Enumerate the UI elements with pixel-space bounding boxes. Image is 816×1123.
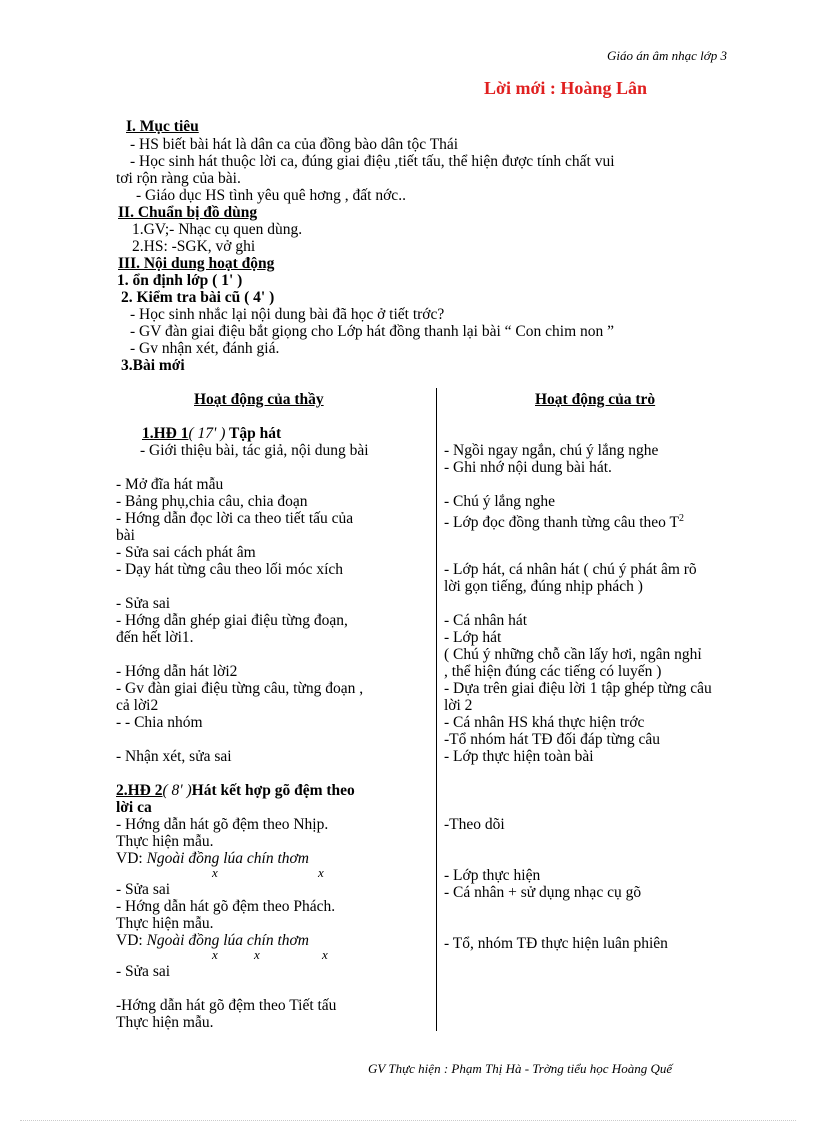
superscript: 2: [678, 513, 684, 524]
teacher-step: - Sửa sai cách phát âm: [116, 544, 256, 561]
student-step: -Theo dõi: [444, 816, 505, 833]
teacher-step: - Gv đàn giai điệu từng câu, từng đoạn ,: [116, 680, 364, 697]
teacher-step: - Hớng dẫn đọc lời ca theo tiết tấu của: [116, 510, 354, 527]
footer-author: GV Thực hiện : Phạm Thị Hà - Trờng tiểu học Hoàng Quế: [368, 1061, 673, 1076]
student-step: - Lớp hát: [444, 629, 502, 646]
objective-line: tơi rộn ràng của bài.: [116, 170, 241, 187]
teacher-step: - Hớng dẫn hát lời2: [116, 663, 238, 680]
student-step: - Ngồi ngay ngắn, chú ý lắng nghe: [444, 442, 659, 459]
document-title: Lời mới : Hoàng Lân: [484, 78, 647, 98]
objective-line: - Giáo dục HS tình yêu quê hơng , đất nớc..: [136, 187, 406, 204]
example-prefix: VD:: [116, 850, 147, 867]
beat-mark: x: [212, 865, 218, 880]
teacher-step: Thực hiện mẫu.: [116, 833, 214, 850]
beat-mark: x: [212, 947, 218, 962]
activity-1-heading: [142, 425, 281, 442]
teacher-step: - Sửa sai: [116, 881, 171, 898]
objective-line: - HS biết bài hát là dân ca của đồng bào dân tộc Thái: [130, 136, 459, 153]
prep-line: 1.GV;- Nhạc cụ quen dùng.: [132, 221, 303, 238]
student-step: - Dựa trên giai điệu lời 1 tập ghép từng câu: [444, 680, 712, 697]
teacher-step: Thực hiện mẫu.: [116, 1014, 214, 1031]
student-column-heading: Hoạt động của trò: [535, 391, 656, 408]
teacher-step: - Hớng dẫn ghép giai điệu từng đoạn,: [116, 612, 348, 629]
step-heading: 3.Bài mới: [121, 357, 185, 374]
student-step: lời gọn tiếng, đúng nhịp phách ): [444, 578, 643, 595]
activity-2-title: Hát kết hợp gõ đệm theo: [191, 782, 355, 799]
activity-1-label: 1.HĐ 1: [142, 425, 189, 442]
page-bottom-border: [20, 1120, 796, 1121]
step-heading: 1. ổn định lớp ( 1' ): [117, 272, 243, 289]
teacher-step: bài: [116, 527, 135, 544]
section-content-heading: III. Nội dung hoạt động: [118, 255, 275, 272]
teacher-step: cả lời2: [116, 697, 159, 714]
step-heading: 2. Kiểm tra bài cũ ( 4' ): [121, 289, 275, 306]
student-step: - Lớp thực hiện toàn bài: [444, 748, 594, 765]
student-step: - Ghi nhớ nội dung bài hát.: [444, 459, 612, 476]
header-subject: Giáo án âm nhạc lớp 3: [607, 48, 727, 63]
teacher-step: Thực hiện mẫu.: [116, 915, 214, 932]
teacher-step: - Hớng dẫn hát gõ đệm theo Nhịp.: [116, 816, 329, 833]
teacher-step: - - Chia nhóm: [116, 714, 203, 731]
teacher-step: - Nhận xét, sửa sai: [116, 748, 232, 765]
teacher-step: -Hớng dẫn hát gõ đệm theo Tiết tấu: [116, 997, 337, 1014]
student-step: - Tổ, nhóm TĐ thực hiện luân phiên: [444, 935, 668, 952]
example-lyric: Ngoài đồng lúa chín thơm: [146, 850, 309, 867]
student-step: - Cá nhân hát: [444, 612, 528, 629]
student-step: - Lớp thực hiện: [444, 867, 541, 884]
student-step: , thể hiện đúng các tiếng có luyến ): [444, 663, 662, 680]
review-line: - GV đàn giai điệu bắt giọng cho Lớp hát đồng thanh lại bài “ Con chim non ”: [130, 323, 615, 340]
beat-mark: x: [318, 865, 324, 880]
teacher-step: - Mở đĩa hát mẫu: [116, 476, 224, 493]
student-step: ( Chú ý những chỗ cần lấy hơi, ngân nghỉ: [444, 646, 702, 663]
student-step-text: - Lớp đọc đồng thanh từng câu theo T: [444, 514, 679, 532]
student-step: - Lớp hát, cá nhân hát ( chú ý phát âm rõ: [444, 561, 697, 578]
activity-1-time: ( 17' ): [188, 425, 226, 442]
review-line: - Học sinh nhắc lại nội dung bài đã học ở tiết trớc?: [130, 306, 445, 323]
activity-2-heading: [116, 782, 355, 799]
section-prep-heading: II. Chuẩn bị đồ dùng: [118, 204, 258, 221]
student-step: -Tổ nhóm hát TĐ đối đáp từng câu: [444, 731, 661, 748]
student-step: lời 2: [444, 697, 473, 714]
prep-line: 2.HS: -SGK, vở ghi: [132, 238, 256, 255]
teacher-step: - Giới thiệu bài, tác giả, nội dung bài: [140, 442, 369, 459]
student-step: - Chú ý lắng nghe: [444, 493, 556, 510]
activity-2-heading-cont: lời ca: [116, 799, 152, 816]
activity-2-label: 2.HĐ 2: [116, 782, 163, 799]
teacher-step: - Dạy hát từng câu theo lối móc xích: [116, 561, 344, 578]
review-line: - Gv nhận xét, đánh giá.: [130, 340, 280, 357]
student-step: [444, 510, 684, 531]
student-step: - Cá nhân HS khá thực hiện trớc: [444, 714, 645, 731]
activity-2-time: ( 8' ): [162, 782, 192, 799]
example-prefix: VD:: [116, 932, 147, 949]
teacher-step: - Bảng phụ,chia câu, chia đoạn: [116, 493, 308, 510]
activity-1-title: Tập hát: [225, 425, 282, 442]
teacher-column-heading: Hoạt động của thầy: [194, 391, 324, 408]
beat-mark: x: [322, 947, 328, 962]
objective-line: - Học sinh hát thuộc lời ca, đúng giai điệu ,tiết tấu, thể hiện được tính chất vui: [130, 153, 615, 170]
example-lyric: Ngoài đồng lúa chín thơm: [146, 932, 309, 949]
student-step: - Cá nhân + sử dụng nhạc cụ gõ: [444, 884, 642, 901]
column-divider: [436, 388, 437, 1031]
beat-mark: x: [254, 947, 260, 962]
section-objectives-heading: I. Mục tiêu: [126, 118, 199, 135]
teacher-step: - Sửa sai: [116, 963, 171, 980]
teacher-step: đến hết lời1.: [116, 629, 194, 646]
teacher-step: - Sửa sai: [116, 595, 171, 612]
teacher-step: - Hớng dẫn hát gõ đệm theo Phách.: [116, 898, 336, 915]
